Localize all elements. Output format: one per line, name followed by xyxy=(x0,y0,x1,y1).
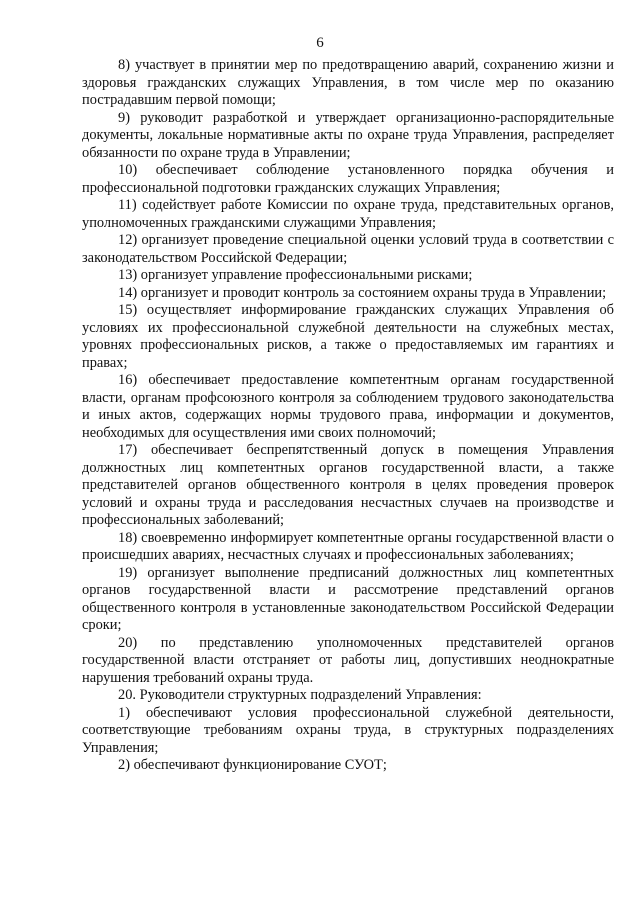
page-number: 6 xyxy=(316,35,324,51)
paragraph-item-16: 16) обеспечивает предоставление компетентным органам государственной власти, органам профсоюзного контроля за соблюдением трудового законодательства и иных актов, содержащих нормы трудового права, информации и документов, необходимых для осуществления ими своих полномочий; xyxy=(82,372,614,441)
body-text xyxy=(82,57,614,775)
paragraph-item-9: 9) руководит разработкой и утверждает организационно-распорядительные документы, локальные нормативные акты по охране труда Управления, распределяет обязанности по охране труда в Управлении; xyxy=(82,109,614,161)
paragraph-item-13: 13) организует управление профессиональными рисками; xyxy=(118,267,473,283)
paragraph-item-15: 15) осуществляет информирование гражданских служащих Управления об условиях их профессиональной служебной деятельности на служебных местах, уровнях профессиональных рисков, а также о предоставляемых им гарантиях и правах; xyxy=(82,302,614,371)
paragraph-item-19: 19) организует выполнение предписаний должностных лиц компетентных органов государственной власти и рассмотрение представлений органов общественного контроля в установленные законодательством Российской Федерации сроки; xyxy=(82,564,614,633)
paragraph-item-12: 12) организует проведение специальной оценки условий труда в соответствии с законодательством Российской Федерации; xyxy=(82,232,614,266)
paragraph-item-10: 10) обеспечивает соблюдение установленного порядка обучения и профессиональной подготовки гражданских служащих Управления; xyxy=(82,162,614,196)
paragraph-item-11: 11) содействует работе Комиссии по охране труда, представительных органов, уполномоченных гражданскими служащими Управления; xyxy=(82,197,614,231)
paragraph-subitem-1: 1) обеспечивают условия профессиональной служебной деятельности, соответствующие требованиям охраны труда, в структурных подразделениях Управления; xyxy=(82,704,614,756)
paragraph-item-8: 8) участвует в принятии мер по предотвращению аварий, сохранению жизни и здоровья гражданских служащих Управления, в том числе мер по оказанию пострадавшим первой помощи; xyxy=(82,57,614,108)
paragraph-item-18: 18) своевременно информирует компетентные органы государственной власти о происшедших авариях, несчастных случаях и профессиональных заболеваниях; xyxy=(82,529,614,563)
section-heading-20: 20. Руководители структурных подразделений Управления: xyxy=(118,687,482,703)
paragraph-item-17: 17) обеспечивает беспрепятственный допуск в помещения Управления должностных лиц компетентных органов государственной власти, а также представителей органов общественного контроля в целях проведения проверок условий и охраны труда и расследования несчастных случаев на производстве и профессиональных заболеваний; xyxy=(82,442,614,528)
paragraph-item-20: 20) по представлению уполномоченных представителей органов государственной власти отстраняет от работы лиц, допустивших неоднократные нарушения требований охраны труда. xyxy=(82,634,614,686)
paragraph-subitem-2: 2) обеспечивают функционирование СУОТ; xyxy=(118,757,387,773)
paragraph-item-14: 14) организует и проводит контроль за состоянием охраны труда в Управлении; xyxy=(118,284,607,301)
